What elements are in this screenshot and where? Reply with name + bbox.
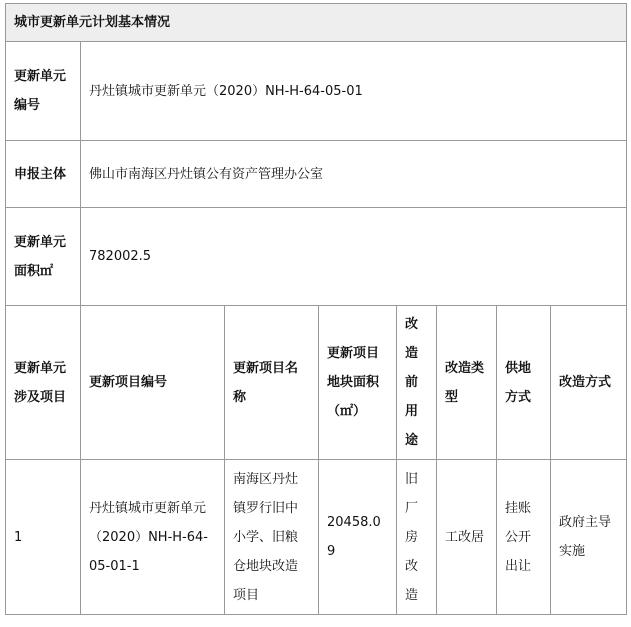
header-project-name: 更新项目名称 <box>225 306 319 460</box>
renewal-unit-table <box>5 3 627 615</box>
unit-code-label: 更新单元编号 <box>6 42 81 141</box>
header-prior-use: 改造前用途 <box>397 306 437 460</box>
project-name: 南海区丹灶镇罗行旧中小学、旧粮仓地块改造项目 <box>225 460 319 615</box>
project-area: 20458.09 <box>319 460 397 615</box>
header-project-code: 更新项目编号 <box>81 306 225 460</box>
unit-code-value: 丹灶镇城市更新单元（2020）NH-H-64-05-01 <box>81 42 627 141</box>
header-renewal-type: 改造类型 <box>437 306 497 460</box>
header-project-area: 更新项目地块面积（㎡） <box>319 306 397 460</box>
project-method: 政府主导实施 <box>551 460 627 615</box>
project-code: 丹灶镇城市更新单元（2020）NH-H-64-05-01-1 <box>81 460 225 615</box>
project-supply: 挂账公开出让 <box>497 460 551 615</box>
applicant-label: 申报主体 <box>6 141 81 208</box>
table-title: 城市更新单元计划基本情况 <box>6 4 627 42</box>
area-value: 782002.5 <box>81 208 627 306</box>
table-row <box>6 460 627 615</box>
project-index: 1 <box>6 460 81 615</box>
projects-row-label: 更新单元涉及项目 <box>6 306 81 460</box>
header-land-supply: 供地方式 <box>497 306 551 460</box>
applicant-value: 佛山市南海区丹灶镇公有资产管理办公室 <box>81 141 627 208</box>
project-type: 工改居 <box>437 460 497 615</box>
project-prior-use: 旧厂房改造 <box>397 460 437 615</box>
header-renewal-method: 改造方式 <box>551 306 627 460</box>
area-label: 更新单元面积㎡ <box>6 208 81 306</box>
